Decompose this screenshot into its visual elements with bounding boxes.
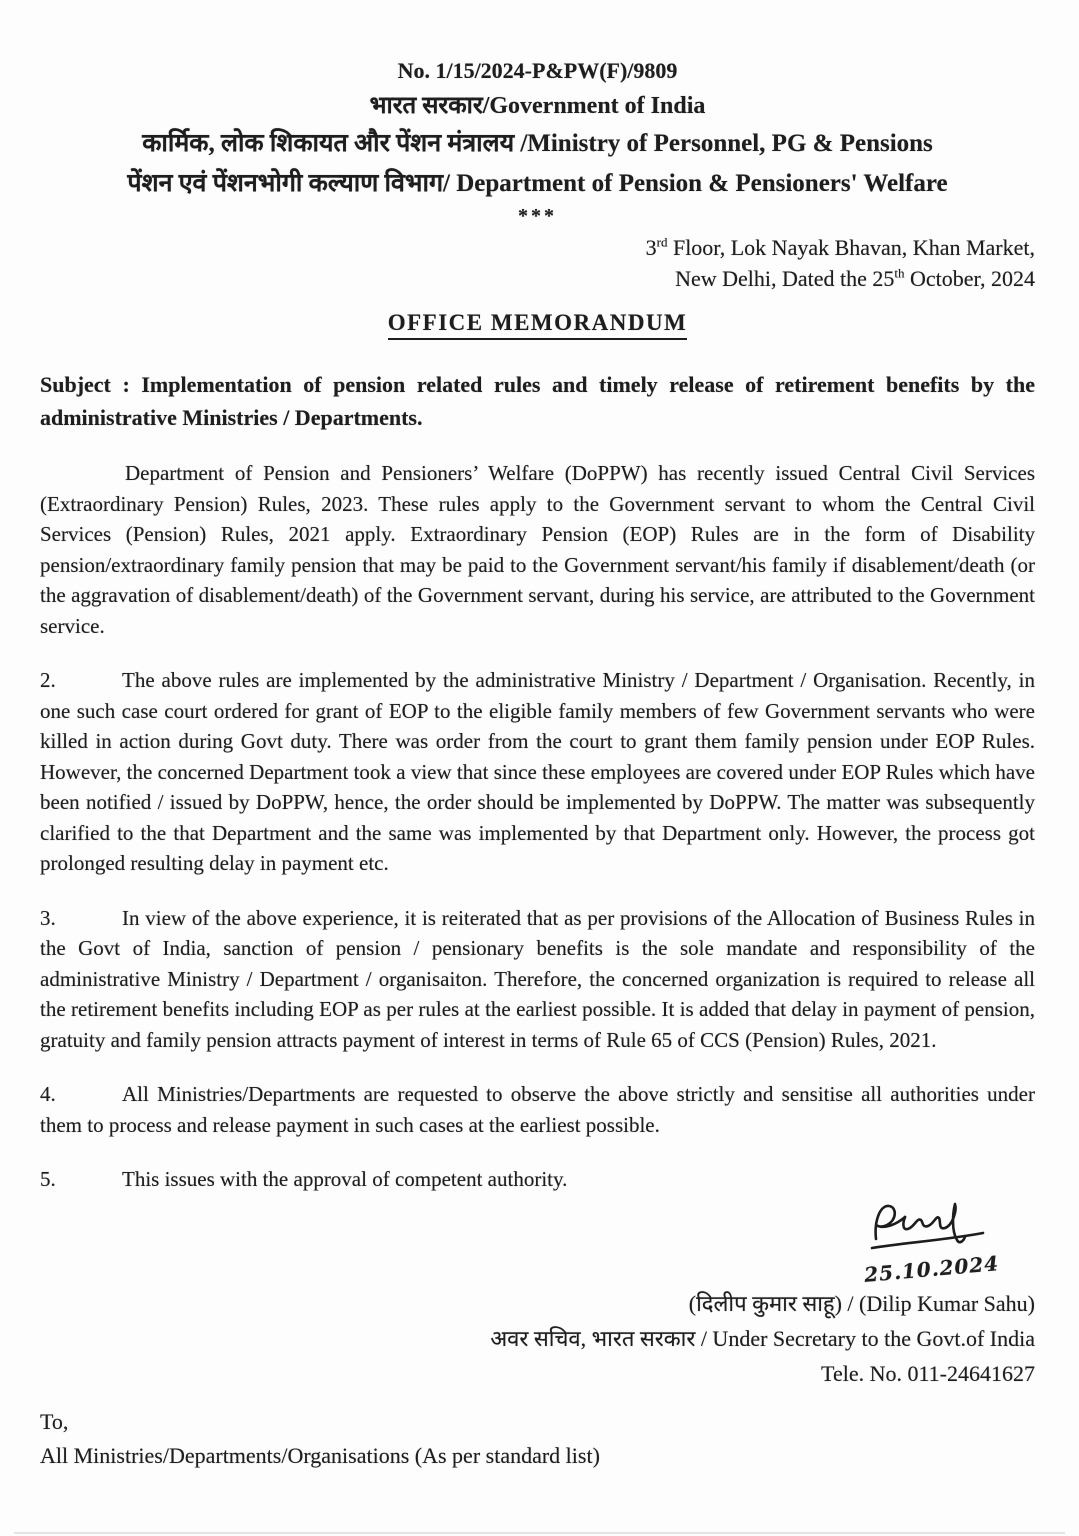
scan-edge-line [14, 1532, 1065, 1534]
floor-number: 3 [645, 235, 657, 260]
address-line-2 [40, 263, 1035, 294]
telephone-number: Tele. No. 011-24641627 [821, 1360, 1035, 1386]
paragraph-2-number: 2. [40, 668, 56, 692]
date-line-rest: October, 2024 [904, 266, 1035, 291]
separator-stars: *** [518, 205, 557, 227]
subject-line: Subject : Implementation of pension related rules and timely release of retirement benefits by the administrative Ministries / Departments. [40, 372, 1035, 430]
handwritten-date: 25.10.2024 [862, 1250, 1000, 1287]
paragraph-4 [40, 1079, 1035, 1140]
signatory-name: (दिलीप कुमार साहू) / (Dilip Kumar Sahu) [688, 1290, 1035, 1316]
address-line-1 [40, 232, 1035, 263]
paragraph-4-text: All Ministries/Departments are requested to observe the above strictly and sensitise all authorities under them to process and release payment in such cases at the earliest possible. [40, 1082, 1035, 1137]
paragraph-1 [40, 458, 1035, 641]
office-memorandum-heading: OFFICE MEMORANDUM [388, 310, 688, 340]
paragraph-2 [40, 665, 1035, 879]
department-line: पेंशन एवं पेंशनभोगी कल्याण विभाग/ Department of Pension & Pensioners' Welfare [127, 170, 948, 197]
paragraph-2-text: The above rules are implemented by the administrative Ministry / Department / Organisation. Recently, in one such case court ordered for grant of EOP to the eligible family members of few Government servants who were killed in action during Govt duty. There was order from the court to grant them family pension under EOP Rules. However, the concerned Department took a view that since these employees are covered under EOP Rules which have been notified / issued by DoPPW, hence, the order should be implemented by DoPPW. The matter was subsequently clarified to the that Department and the same was implemented by that Department only. However, the process got prolonged resulting delay in payment etc. [40, 668, 1035, 875]
paragraph-5 [40, 1164, 1035, 1195]
reference-number: No. 1/15/2024-P&PW(F)/9809 [397, 58, 678, 83]
paragraph-3-number: 3. [40, 905, 56, 930]
date-line-prefix: New Delhi, Dated the 25 [675, 266, 895, 291]
date-ordinal-suffix: th [894, 265, 905, 281]
address-block [40, 232, 1035, 294]
addressee-line: All Ministries/Departments/Organisations (As per standard list) [40, 1442, 600, 1468]
ministry-line: कार्मिक, लोक शिकायत और पेंशन मंत्रालय /Ministry of Personnel, PG & Pensions [142, 130, 933, 157]
paragraph-4-number: 4. [40, 1082, 56, 1106]
paragraph-5-text: This issues with the approval of competent authority. [122, 1167, 568, 1191]
paragraph-3 [40, 903, 1035, 1056]
paragraph-3-text: In view of the above experience, it is reiterated that as per provisions of the Allocation of Business Rules in the Govt of India, sanction of pension / pensionary benefits is the sole mandate and responsibility of the administrative Ministry / Department / organisaiton. Therefore, the concerned organization is required to release all the retirement benefits including EOP as per rules at the earliest possible. It is added that delay in payment of pension, gratuity and family pension attracts payment of interest in terms of Rule 65 of CCS (Pension) Rules, 2021. [40, 905, 1035, 1052]
government-line: भारत सरकार/Government of India [369, 93, 706, 119]
signatory-designation: अवर सचिव, भारत सरकार / Under Secretary to the Govt.of India [490, 1325, 1035, 1351]
heading-wrap [40, 310, 1035, 340]
addressee-block [40, 1405, 1035, 1473]
signature-area [862, 1197, 1000, 1287]
signature-block [40, 1197, 1035, 1391]
to-label: To, [40, 1408, 69, 1434]
signature-scribble-icon [864, 1197, 992, 1255]
floor-ordinal-suffix: rd [656, 234, 668, 250]
address-line-1-rest: Floor, Lok Nayak Bhavan, Khan Market, [667, 235, 1035, 260]
paragraph-5-number: 5. [40, 1167, 56, 1191]
paragraph-1-text: Department of Pension and Pensioners’ Welfare (DoPPW) has recently issued Central Civil Services (Extraordinary Pension) Rules, 2023. These rules apply to the Government servant to whom the Central Civil Services (Pension) Rules, 2021 apply. Extraordinary Pension (EOP) Rules are in the form of Disability pension/extraordinary family pension that may be paid to the Government servant/his family if disablement/death (or the aggravation of disablement/death) of the Government servant, during his service, are attributed to the Government service. [40, 461, 1035, 638]
